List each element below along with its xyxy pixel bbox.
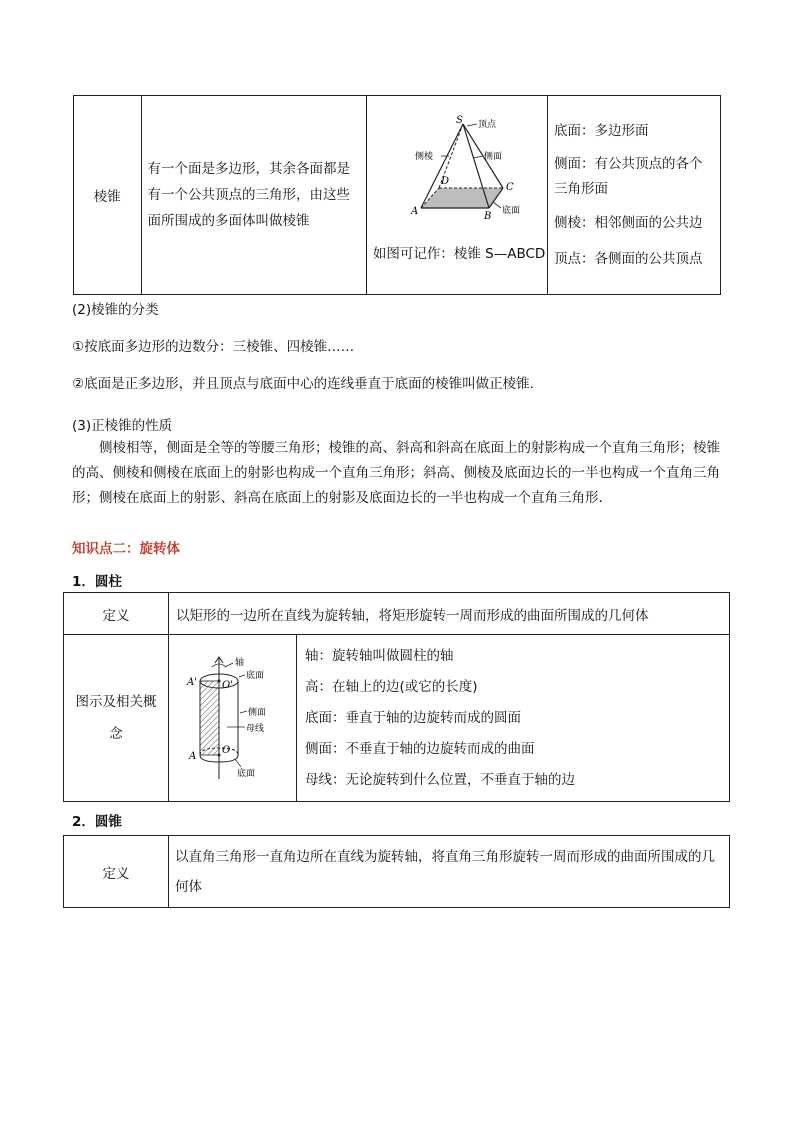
label-C: C <box>505 182 514 193</box>
classification-item-1: ①按底面多边形的边数分：三棱锥、四棱锥…… <box>72 339 355 355</box>
label-D: D <box>440 176 449 187</box>
pyramid-caption: 如图可记作：棱锥 S—ABCD <box>372 246 546 262</box>
cylinder-def-text-cell <box>169 593 730 635</box>
cylinder-fig-label: 图示及相关概念 <box>75 694 157 742</box>
cylinder-diagram <box>179 653 289 783</box>
cylinder-def-text: 以矩形的一边所在直线为旋转轴，将矩形旋转一周而形成的曲面所围成的几何体 <box>176 607 649 624</box>
label-B: B <box>483 211 492 222</box>
cylinder-def-label: 定义 <box>102 607 130 624</box>
cylinder-heading: 1．圆柱 <box>72 574 122 590</box>
cone-heading: 2．圆锥 <box>72 814 122 830</box>
label-top-base: 底面 <box>246 671 265 681</box>
regular-pyramid-body: 侧棱相等，侧面是全等的等腰三角形；棱锥的高、斜高和斜高在底面上的射影构成一个直角三角形；棱锥的高、侧棱和侧棱在底面上的射影也构成一个直角三角形；斜高、侧棱及底面边长的一半也构成一个直角三角形；侧棱在底面上的射影、斜高在底面上的射影及底面边长的一半也构成一个直角三角形. <box>72 440 720 506</box>
classification-item-2: ②底面是正多边形，并且顶点与底面中心的连线垂直于底面的棱锥叫做正棱锥. <box>72 376 534 392</box>
label-base: 底面 <box>501 206 520 216</box>
pyramid-diagram <box>403 110 553 230</box>
label-axis: 轴 <box>235 658 245 668</box>
cylinder-prop-base: 底面：垂直于轴的边旋转而成的圆面 <box>305 709 521 726</box>
pyramid-props-cell <box>548 96 721 295</box>
cylinder-prop-lateral: 侧面：不垂直于轴的边旋转而成的曲面 <box>305 740 535 757</box>
label-lateral-face: 侧面 <box>483 152 502 162</box>
cone-table <box>63 835 730 908</box>
label-A: A <box>189 751 197 762</box>
pyramid-prop-base: 底面：多边形面 <box>554 123 649 139</box>
cylinder-table <box>63 592 730 802</box>
label-O1: O' <box>222 680 233 691</box>
pyramid-name: 棱锥 <box>93 189 121 205</box>
label-S: S <box>455 115 463 126</box>
label-A: A <box>410 206 419 217</box>
label-O: O <box>222 745 231 756</box>
section2-title: 知识点二：旋转体 <box>72 541 180 557</box>
label-lateral-edge: 侧棱 <box>414 152 433 162</box>
cone-def-text-cell <box>169 836 730 908</box>
pyramid-prop-lateral-edge: 侧棱：相邻侧面的公共边 <box>554 215 703 231</box>
label-A1: A' <box>187 677 197 688</box>
pyramid-figure-cell <box>366 96 547 295</box>
cylinder-prop-height: 高：在轴上的边(或它的长度) <box>305 678 478 695</box>
cylinder-fig-label-cell <box>64 635 169 802</box>
pyramid-name-cell <box>74 96 142 295</box>
label-bottom-base: 底面 <box>237 769 256 779</box>
cone-def-label: 定义 <box>102 865 130 882</box>
cylinder-prop-generatrix: 母线：无论旋转到什么位置，不垂直于轴的边 <box>305 771 575 788</box>
label-lateral: 侧面 <box>248 708 267 718</box>
regular-pyramid-heading: (3)正棱锥的性质 <box>72 418 173 434</box>
pyramid-prop-vertex: 顶点：各侧面的公共顶点 <box>554 251 703 267</box>
pyramid-prop-lateral-face: 侧面：有公共顶点的各个三角形面 <box>554 156 703 197</box>
cylinder-prop-axis: 轴：旋转轴叫做圆柱的轴 <box>305 647 454 664</box>
cone-def-label-cell <box>64 836 169 908</box>
cylinder-def-label-cell <box>64 593 169 635</box>
cone-def-text: 以直角三角形一直角边所在直线为旋转轴，将直角三角形旋转一周而形成的曲面所围成的几何体 <box>175 848 715 895</box>
classification-heading: (2)棱锥的分类 <box>72 302 159 318</box>
pyramid-table <box>73 95 721 295</box>
label-generatrix: 母线 <box>246 724 265 734</box>
label-vertex: 顶点 <box>477 120 496 130</box>
pyramid-definition: 有一个面是多边形，其余各面都是有一个公共顶点的三角形，由这些面所围成的多面体叫做棱锥 <box>147 161 350 229</box>
cylinder-figure-cell <box>169 635 297 802</box>
pyramid-definition-cell <box>141 96 366 295</box>
cylinder-props-cell <box>297 635 730 802</box>
